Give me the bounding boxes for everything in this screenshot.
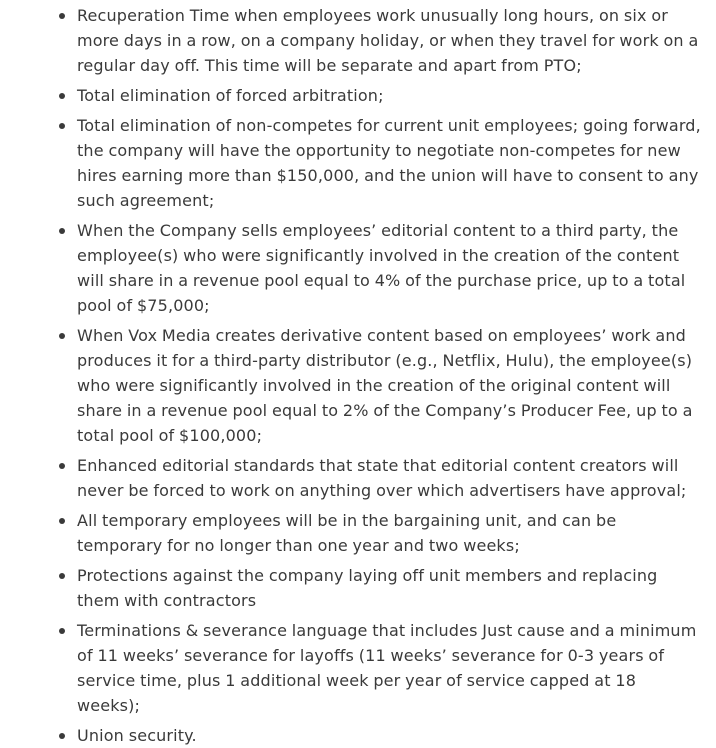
bullet-icon xyxy=(59,13,65,19)
list-item-text: Recuperation Time when employees work unusually long hours, on six or more days in a row, on a company holiday, or when they travel for work on a regular day off. This time will be separate and apart from PTO; xyxy=(77,6,699,75)
list-item-text: Protections against the company laying off unit members and replacing them with contractors xyxy=(77,566,658,610)
list-item xyxy=(0,618,716,718)
bullet-icon xyxy=(59,228,65,234)
list-item xyxy=(0,113,716,213)
list-item xyxy=(0,723,716,748)
bullet-icon xyxy=(59,518,65,524)
list-item xyxy=(0,3,716,78)
list-item-text: Enhanced editorial standards that state that editorial content creators will never be forced to work on anything over which advertisers have approval; xyxy=(77,456,687,500)
list-item-text: Union security. xyxy=(77,726,197,745)
list-item-text: All temporary employees will be in the bargaining unit, and can be temporary for no longer than one year and two weeks; xyxy=(77,511,617,555)
list-item xyxy=(0,218,716,318)
list-item xyxy=(0,453,716,503)
list-item xyxy=(0,83,716,108)
bullet-icon xyxy=(59,123,65,129)
bullet-icon xyxy=(59,463,65,469)
list-item-text: Total elimination of non-competes for current unit employees; going forward, the company will have the opportunity to negotiate non-competes for new hires earning more than $150,000, and the union will have to consent to any such agreement; xyxy=(77,116,701,210)
list-item-text: When Vox Media creates derivative content based on employees’ work and produces it for a third-party distributor (e.g., Netflix, Hulu), the employee(s) who were significantly involved in the creation of the original content will share in a revenue pool equal to 2% of the Company’s Producer Fee, up to a total pool of $100,000; xyxy=(77,326,693,445)
bullet-icon xyxy=(59,733,65,739)
list-item xyxy=(0,323,716,448)
list-item xyxy=(0,563,716,613)
bullet-icon xyxy=(59,628,65,634)
bullet-icon xyxy=(59,573,65,579)
list-item-text: Terminations & severance language that includes Just cause and a minimum of 11 weeks’ severance for layoffs (11 weeks’ severance for 0-3 years of service time, plus 1 additional week per year of service capped at 18 weeks); xyxy=(77,621,697,715)
bullet-list xyxy=(0,3,716,748)
bullet-icon xyxy=(59,333,65,339)
list-item-text: When the Company sells employees’ editorial content to a third party, the employee(s) who were significantly involved in the creation of the content will share in a revenue pool equal to 4% of the purchase price, up to a total pool of $75,000; xyxy=(77,221,686,315)
bullet-icon xyxy=(59,93,65,99)
list-item-text: Total elimination of forced arbitration; xyxy=(77,86,384,105)
list-item xyxy=(0,508,716,558)
